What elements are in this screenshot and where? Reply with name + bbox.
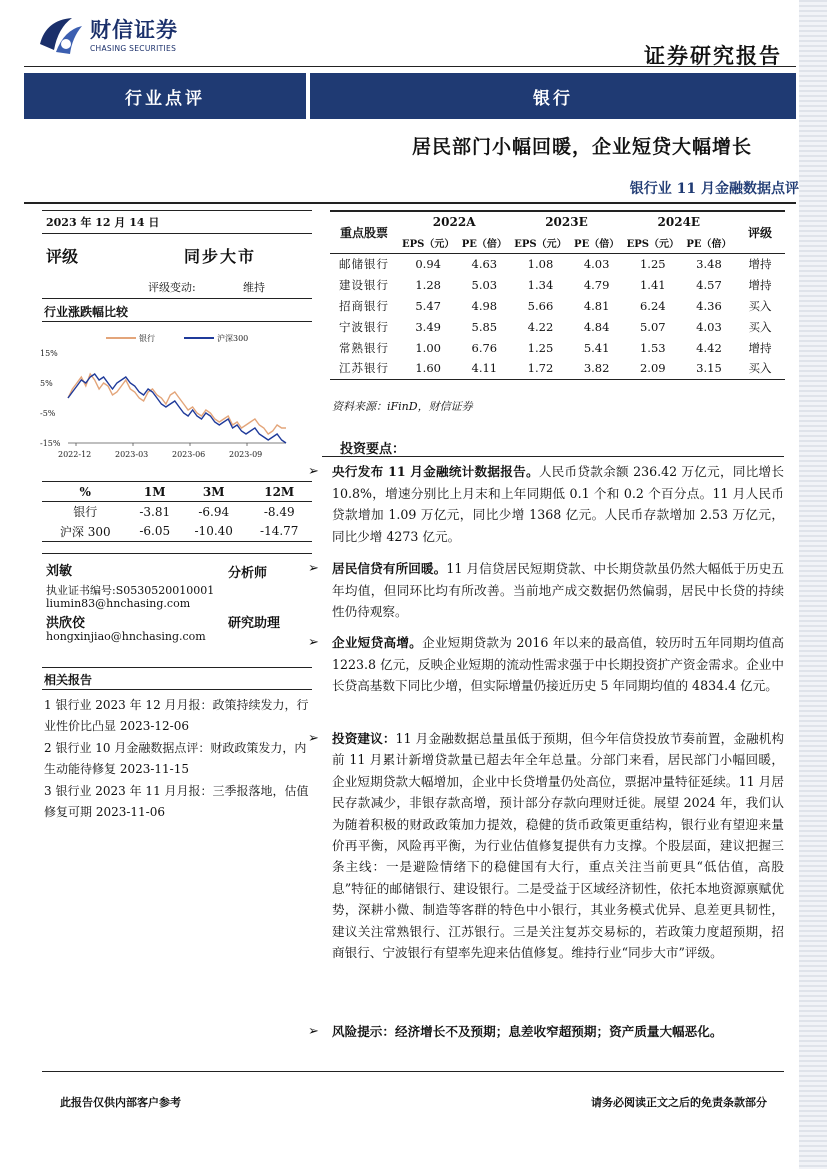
analyst-name: 刘敏 bbox=[46, 564, 73, 579]
eps-header: EPS（元） bbox=[514, 238, 567, 250]
stock-value: 5.66 bbox=[527, 298, 554, 313]
arrow-icon: ➢ bbox=[308, 464, 319, 479]
stock-value: 2.09 bbox=[639, 361, 666, 376]
stock-value: 1.28 bbox=[415, 277, 441, 292]
left-rule bbox=[42, 210, 312, 211]
stock-value: 4.22 bbox=[527, 319, 554, 334]
logo-name: 财信证券 bbox=[90, 17, 178, 42]
key-point-head: 居民信贷有所回暖。 bbox=[332, 561, 447, 576]
header-rule bbox=[24, 66, 796, 67]
perf-cell: -6.94 bbox=[198, 504, 230, 519]
report-subtitle: 银行业 11 月金融数据点评 bbox=[629, 181, 799, 197]
rating-value: 同步大市 bbox=[184, 247, 257, 266]
related-report-link[interactable]: 2 银行业 10 月金融数据点评：财政政策发力，内生动能待修复 2023-11-15 bbox=[44, 741, 307, 776]
arrow-icon: ➢ bbox=[308, 561, 319, 576]
key-point-item bbox=[308, 728, 785, 963]
pe-header: PE（倍） bbox=[574, 238, 620, 250]
eps-header: EPS（元） bbox=[401, 238, 455, 250]
stock-value: 5.41 bbox=[583, 340, 610, 355]
left-rule bbox=[42, 553, 312, 554]
key-point-item bbox=[308, 558, 785, 623]
stock-rating: 增持 bbox=[748, 277, 772, 292]
perf-header: 3M bbox=[202, 484, 225, 499]
arrow-icon: ➢ bbox=[308, 731, 319, 746]
stock-value: 1.60 bbox=[415, 361, 441, 376]
stock-value: 5.47 bbox=[415, 298, 441, 313]
stock-row bbox=[330, 358, 785, 379]
analyst-role: 研究助理 bbox=[228, 616, 281, 631]
stock-rating: 买入 bbox=[748, 298, 772, 313]
stock-value: 4.79 bbox=[583, 277, 610, 292]
chart-section-title: 行业涨跌幅比较 bbox=[44, 305, 129, 319]
stock-value: 1.34 bbox=[527, 277, 554, 292]
perf-header: 12M bbox=[264, 484, 295, 499]
key-stocks-table bbox=[330, 210, 785, 380]
stock-row bbox=[330, 253, 785, 274]
stock-value: 4.57 bbox=[696, 277, 722, 292]
y-tick-label: -15% bbox=[40, 439, 61, 448]
related-report-link[interactable]: 3 银行业 2023 年 11 月月报：三季报落地，估值修复可期 2023-11-06 bbox=[44, 784, 309, 819]
band-category: 行业点评 bbox=[24, 73, 306, 119]
left-rule bbox=[42, 321, 312, 322]
stock-name: 宁波银行 bbox=[339, 319, 389, 334]
stock-value: 3.15 bbox=[696, 361, 722, 376]
key-point-body: 11 月金融数据总量虽低于预期，但今年信贷投放节奏前置，金融机构前 11 月累计新增贷款量已超去年全年总量。分部门来看，居民部门小幅回暖，企业短期贷款大幅增加，企业中长贷增量仍处高位，票据冲量特征延续。11 月居民存款减少，非银存款高增，预计部分存款向理财迁徙。展望 2024 年，我们认为随着积极的财政政策加力提效，稳健的货币政策更重结构，银行业有望迎来量价再平衡，风险再平衡，为行业估值修复提供有力支撑。个股层面，建议把握三条主线：一是避险情绪下的稳健国有大行，重点关注当前更具“低估值，高股息”特征的邮储银行、建设银行。二是受益于区域经济韧性，依托本地资源禀赋优势，深耕小微、制造等客群的特色中小银行，其业务模式优异、息差更具韧性，建议关注常熟银行、江苏银行。三是关注复苏交易标的，若政策力度超预期，招商银行、宁波银行有望率先迎来估值修复。维持行业“同步大市”评级。 bbox=[332, 731, 785, 961]
analyst-cert: 执业证书编号:S0530520010001 bbox=[46, 584, 215, 597]
stock-name: 常熟银行 bbox=[339, 340, 389, 355]
eps-header: EPS（元） bbox=[626, 238, 679, 250]
stock-rating: 增持 bbox=[748, 340, 772, 355]
year-header: 2024E bbox=[657, 215, 701, 229]
left-rule bbox=[42, 689, 312, 690]
report-title: 居民部门小幅回暖，企业短贷大幅增长 bbox=[411, 136, 752, 158]
stock-value: 4.03 bbox=[583, 256, 610, 271]
x-tick-label: 2023-03 bbox=[115, 450, 149, 459]
perf-cell: 银行 bbox=[73, 505, 98, 520]
pe-header: PE（倍） bbox=[461, 238, 507, 250]
left-rule bbox=[42, 298, 312, 299]
stock-value: 1.25 bbox=[527, 340, 554, 355]
series-line-1 bbox=[68, 374, 286, 443]
x-tick-label: 2023-06 bbox=[172, 450, 206, 459]
key-point-body: 企业短期贷款为 2016 年以来的最高值，较历时五年同期均值高 1223.8 亿元，反映企业短期的流动性需求强于中长期投资扩产资金需求。企业中长贷高基数下同比少增，但实际增量仍接近历史 5 年同期均值的 4834.4 亿元。 bbox=[332, 635, 785, 694]
left-rule bbox=[42, 233, 312, 234]
stock-value: 1.25 bbox=[639, 256, 666, 271]
stock-value: 1.72 bbox=[527, 361, 554, 376]
perf-header: 1M bbox=[143, 484, 166, 499]
stock-col-header: 重点股票 bbox=[339, 225, 388, 240]
key-point-head: 央行发布 11 月金融统计数据报告。 bbox=[332, 464, 539, 479]
decorative-side-strip bbox=[799, 0, 827, 1169]
stock-value: 5.85 bbox=[471, 319, 498, 334]
footer-right: 请务必阅读正文之后的免责条款部分 bbox=[591, 1096, 767, 1109]
key-point-item bbox=[308, 632, 785, 697]
perf-cell: -14.77 bbox=[260, 524, 299, 539]
stock-value: 4.42 bbox=[696, 340, 722, 355]
key-point-item bbox=[308, 461, 784, 547]
analyst-email[interactable]: hongxinjiao@hnchasing.com bbox=[46, 630, 206, 643]
stock-value: 3.82 bbox=[583, 361, 610, 376]
rating-col-header: 评级 bbox=[747, 225, 772, 240]
logo-mark-icon bbox=[36, 14, 86, 58]
stock-name: 建设银行 bbox=[339, 277, 389, 292]
stock-value: 4.03 bbox=[696, 319, 722, 334]
year-header: 2022A bbox=[432, 215, 476, 229]
perf-cell: -6.05 bbox=[139, 524, 171, 539]
stock-value: 3.48 bbox=[696, 256, 722, 271]
title-rule bbox=[24, 202, 796, 204]
analyst-name: 洪欣佼 bbox=[46, 616, 86, 631]
report-date: 2023 年 12 月 14 日 bbox=[46, 216, 160, 229]
key-point-item bbox=[308, 1021, 784, 1043]
stock-row bbox=[330, 337, 785, 358]
stock-value: 1.41 bbox=[639, 277, 666, 292]
stock-value: 4.84 bbox=[583, 319, 610, 334]
stock-name: 招商银行 bbox=[339, 298, 389, 313]
stock-value: 5.03 bbox=[471, 277, 498, 292]
company-logo bbox=[36, 14, 216, 58]
stock-value: 0.94 bbox=[415, 256, 441, 271]
performance-line-chart bbox=[36, 326, 316, 466]
stock-value: 4.98 bbox=[471, 298, 498, 313]
legend-label: 沪深300 bbox=[217, 334, 249, 343]
performance-table bbox=[42, 481, 312, 542]
stock-rating: 买入 bbox=[748, 361, 772, 376]
stock-row bbox=[330, 274, 785, 295]
key-point-head: 投资建议： bbox=[332, 731, 396, 746]
band-industry: 银行 bbox=[310, 73, 796, 119]
stock-row bbox=[330, 295, 785, 316]
y-tick-label: 5% bbox=[40, 379, 53, 388]
year-header: 2023E bbox=[545, 215, 588, 229]
stock-value: 6.76 bbox=[471, 340, 498, 355]
rating-change-value: 维持 bbox=[243, 281, 265, 294]
key-point-body: 11 月信贷居民短期贷款、中长期贷款虽仍然大幅低于历史五年均值，但同环比均有所改善。当前地产成交数据仍然偏弱，居民中长贷的持续性仍待观察。 bbox=[332, 561, 785, 620]
perf-cell: -3.81 bbox=[139, 504, 171, 519]
key-point-head: 风险提示：经济增长不及预期；息差收窄超预期；资产质量大幅恶化。 bbox=[332, 1024, 723, 1039]
key-point-body: 人民币贷款余额 236.42 万亿元，同比增长 10.8%，增速分别比上月末和上年同期低 0.1 个和 0.2 个百分点。11 月人民币贷款增加 1.09 万亿元，同比少增 1368 亿元。人民币存款增加 2.53 万亿元，同比少增 4273 亿元。 bbox=[332, 464, 784, 544]
related-title: 相关报告 bbox=[44, 673, 93, 687]
arrow-icon: ➢ bbox=[308, 635, 319, 650]
rating-change-label: 评级变动: bbox=[148, 281, 196, 294]
analyst-email[interactable]: liumin83@hnchasing.com bbox=[46, 597, 191, 610]
perf-header: % bbox=[79, 484, 91, 499]
stock-value: 6.24 bbox=[639, 298, 666, 313]
key-points-title: 投资要点： bbox=[340, 442, 406, 457]
left-rule bbox=[42, 667, 312, 668]
stock-name: 江苏银行 bbox=[339, 361, 389, 376]
stock-value: 1.00 bbox=[415, 340, 441, 355]
stock-value: 4.63 bbox=[471, 256, 498, 271]
pe-header: PE（倍） bbox=[686, 238, 732, 250]
stock-row bbox=[330, 316, 785, 337]
section-rule bbox=[322, 456, 784, 457]
logo-name-en: CHASING SECURITIES bbox=[90, 44, 177, 53]
document-type: 证券研究报告 bbox=[644, 43, 782, 68]
x-tick-label: 2023-09 bbox=[229, 450, 263, 459]
legend-label: 银行 bbox=[139, 334, 155, 343]
related-report-link[interactable]: 1 银行业 2023 年 12 月月报：政策持续发力，行业性价比凸显 2023-12-06 bbox=[44, 698, 309, 733]
rating-label: 评级 bbox=[46, 247, 79, 266]
stock-value: 4.36 bbox=[696, 298, 722, 313]
arrow-icon: ➢ bbox=[308, 1024, 319, 1039]
perf-cell: -8.49 bbox=[263, 504, 295, 519]
stock-value: 4.81 bbox=[583, 298, 610, 313]
table-source: 资料来源：iFinD，财信证券 bbox=[332, 400, 473, 413]
stock-name: 邮储银行 bbox=[339, 256, 389, 271]
stock-value: 4.11 bbox=[471, 361, 498, 376]
x-tick-label: 2022-12 bbox=[58, 450, 92, 459]
perf-cell: 沪深 300 bbox=[59, 524, 111, 539]
stock-value: 1.53 bbox=[639, 340, 666, 355]
analyst-role: 分析师 bbox=[228, 566, 268, 581]
stock-value: 1.08 bbox=[527, 256, 554, 271]
stock-value: 3.49 bbox=[415, 319, 441, 334]
y-tick-label: 15% bbox=[40, 349, 58, 358]
stock-rating: 买入 bbox=[748, 319, 772, 334]
stock-value: 5.07 bbox=[639, 319, 666, 334]
perf-cell: -10.40 bbox=[194, 524, 233, 539]
footer-rule bbox=[42, 1071, 784, 1072]
y-tick-label: -5% bbox=[40, 409, 56, 418]
footer-left: 此报告仅供内部客户参考 bbox=[60, 1096, 181, 1109]
key-point-head: 企业短贷高增。 bbox=[332, 635, 423, 650]
stock-rating: 增持 bbox=[748, 256, 772, 271]
